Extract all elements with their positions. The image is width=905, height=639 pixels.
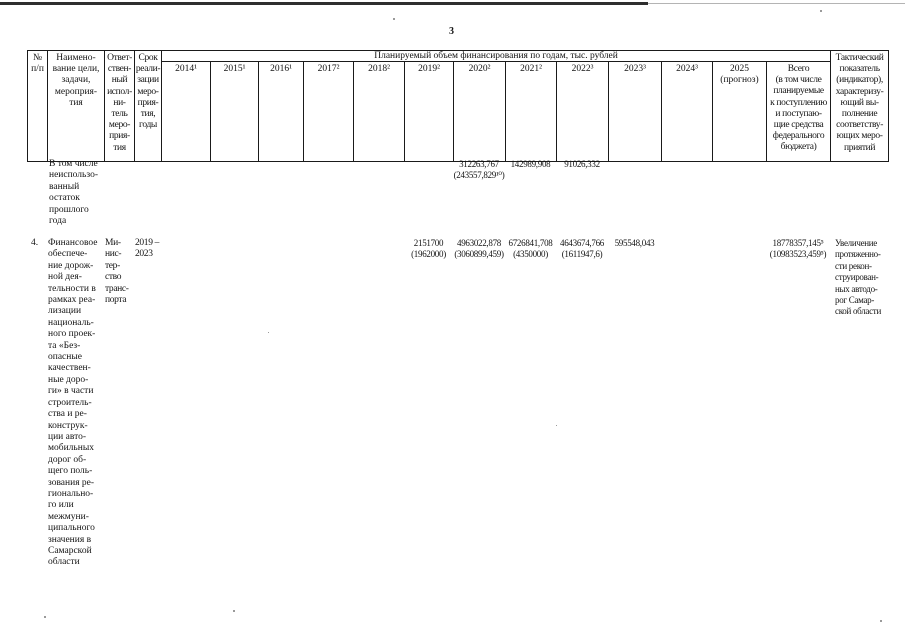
header-year-2025-forecast: 2025 (прогноз) xyxy=(713,62,767,162)
measure-4-funding-2020: 4963022,878 (3060899,459) xyxy=(454,238,504,260)
header-year-2018: 2018² xyxy=(354,62,405,162)
measure-4-term: 2019 – 2023 xyxy=(135,238,160,260)
scan-speck xyxy=(268,332,269,333)
scan-edge-line-faint xyxy=(648,3,905,4)
header-row-top xyxy=(28,51,889,62)
header-total: Всего (в том числе планируемые к поступлению и поступаю- щие средства федерального бюджета) xyxy=(767,62,831,162)
scan-speck xyxy=(233,610,235,612)
unused-balance-name: В том числе неиспользо- ванный остаток прошлого года xyxy=(49,159,98,227)
header-year-2023: 2023³ xyxy=(609,62,662,162)
scan-speck xyxy=(556,425,557,426)
header-year-2016: 2016¹ xyxy=(259,62,304,162)
header-term: Срок реали- зации меро- прия- тия, годы xyxy=(135,51,162,162)
unused-balance-2021: 142989,908 xyxy=(510,159,551,169)
measure-4-name: Финансовое обеспече- ние дорож- ной дея- тельности в рамках реа- лизации националь- ного проек- та «Без- опасные качествен- ные доро- ги» в части строитель- ства и ре- конструк- ции авто- мобильных дорог об- щего поль- зования ре- гионально- го или межмуни- ципального значения в Самарской области xyxy=(48,238,98,568)
measure-4-funding-2021: 6726841,708 (4350000) xyxy=(508,238,553,260)
header-indicator: Тактический показатель (индикатор), характеризу- ющий вы- полнение соответству- ющих меро- приятий xyxy=(831,51,889,162)
header-funding-group: Планируемый объем финансирования по годам, тыс. рублей xyxy=(162,51,831,62)
measure-4-responsible: Ми- нис- тер- ство транс- порта xyxy=(105,238,129,306)
header-year-2024: 2024³ xyxy=(662,62,713,162)
header-year-2021: 2021² xyxy=(506,62,557,162)
header-year-2015: 2015¹ xyxy=(211,62,259,162)
header-year-2014: 2014¹ xyxy=(162,62,211,162)
header-responsible: Ответ- ствен- ный испол- ни- тель меро- прия- тия xyxy=(105,51,135,162)
header-no: № п/п xyxy=(28,51,48,162)
header-name: Наимено- вание цели, задачи, мероприя- тия xyxy=(48,51,105,162)
unused-balance-2020: 312263,767 (243557,829¹⁰) xyxy=(453,159,505,181)
scan-edge-line xyxy=(0,2,648,5)
scan-speck xyxy=(880,620,882,622)
financing-table-header xyxy=(27,50,889,162)
measure-4-number: 4. xyxy=(31,238,39,248)
scan-speck xyxy=(393,18,395,20)
header-year-2019: 2019² xyxy=(405,62,454,162)
measure-4-funding-2023: 595548,043 xyxy=(614,238,655,248)
header-year-2017: 2017² xyxy=(304,62,354,162)
header-year-2020: 2020² xyxy=(454,62,506,162)
measure-4-indicator: Увеличение протяженно- сти рекон- струирован- ных автодо- рог Самар- ской области xyxy=(835,238,881,317)
measure-4-funding-2022: 4643674,766 (1611947,6) xyxy=(560,238,604,260)
scan-speck xyxy=(820,10,822,12)
measure-4-funding-2019: 2151700 (1962000) xyxy=(411,238,446,260)
scan-speck xyxy=(44,616,46,618)
page-number: 3 xyxy=(449,26,454,37)
header-year-2022: 2022³ xyxy=(557,62,609,162)
unused-balance-2022: 91026,332 xyxy=(564,159,600,169)
measure-4-total: 18778357,145⁵ (10983523,459⁵) xyxy=(769,238,827,260)
